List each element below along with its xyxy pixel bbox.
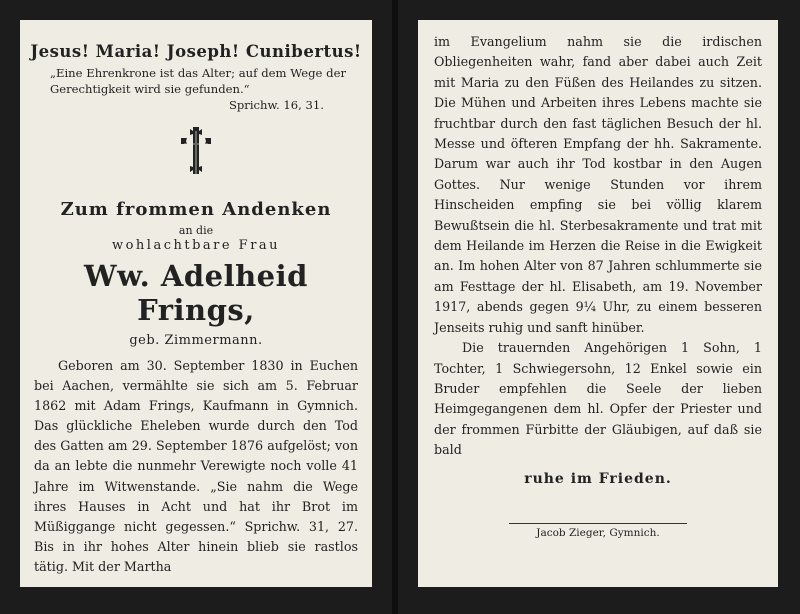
left-panel [20, 20, 372, 587]
closing-line: ruhe im Frieden. [524, 470, 672, 487]
an-die: an die [178, 224, 214, 237]
maiden-name: geb. Zimmermann. [129, 333, 263, 348]
quote-source: Sprichw. 16, 31. [228, 98, 324, 112]
divider-rule [509, 523, 687, 524]
printer-credit: Jacob Zieger, Gymnich. [536, 526, 660, 539]
memorial-title: Zum frommen Andenken [60, 199, 332, 220]
wohlachtbare-frau: wohlachtbare Frau [111, 238, 281, 253]
left-card [0, 0, 392, 614]
quote-text: „Eine Ehrenkrone ist das Alter; auf dem Wege der Gerechtigkeit wird sie gefunden.“ [50, 66, 346, 96]
quote-block [20, 61, 372, 113]
biography: Geboren am 30. September 1830 in Euchen bei Aachen, vermählte sie sich am 5. Februar 1862 mit Adam Frings, Kaufmann in Gymnich. Das glückliche Eheleben wurde durch den Tod des Gatten am 29. September 1876 aufgelöst; von da an lebte die nunmehr Verewigte noch volle 41 Jahre im Witwenstande. „Sie nahm die Wege ihres Hauses in Acht und hat ihr Brot im Müßiggange nicht gegessen.“ Sprichw. 31, 27. Bis in ihr hohes Alter hinein blieb sie rastlos tätig. Mit der Martha [34, 358, 358, 574]
paragraph-2: Die trauernden Angehörigen 1 Sohn, 1 Tochter, 1 Schwiegersohn, 12 Enkel sowie ein Bruder empfehlen die Seele der lieben Heimgegangenen dem hl. Opfer der Priester und der frommen Fürbitte der Gläubigen, auf daß sie bald [434, 340, 762, 458]
deceased-name: Ww. Adelheid Frings, [84, 259, 308, 327]
paragraph-1: im Evangelium nahm sie die irdischen Obliegenheiten wahr, fand aber dabei auch Zeit mit Maria zu den Füßen des Heilandes zu sitzen. Die Mühen und Arbeiten ihres Lebens machte sie fruchtbar durch den fast täglichen Besuch der hl. Messe und öfteren Empfang der hh. Sakramente. Darum war auch ihr Tod kostbar in den Augen Gottes. Nur wenige Stunden vor ihrem Hinscheiden empfing sie bei völlig klarem Bewußtsein die hl. Sterbesakramente und trat mit dem Heilande im Herzen die Reise in die Ewigkeit an. Im hohen Alter von 87 Jahren schlummerte sie am Festtage der hl. Elisabeth, am 19. November 1917, abends gegen 9¼ Uhr, zu einem besseren Jenseits ruhig und sanft hinüber. [434, 34, 762, 335]
right-text [418, 20, 778, 461]
heading: Jesus! Maria! Joseph! Cunibertus! [30, 42, 362, 61]
latin-cross-icon [176, 125, 216, 179]
right-card [398, 0, 800, 614]
right-panel [418, 20, 778, 587]
